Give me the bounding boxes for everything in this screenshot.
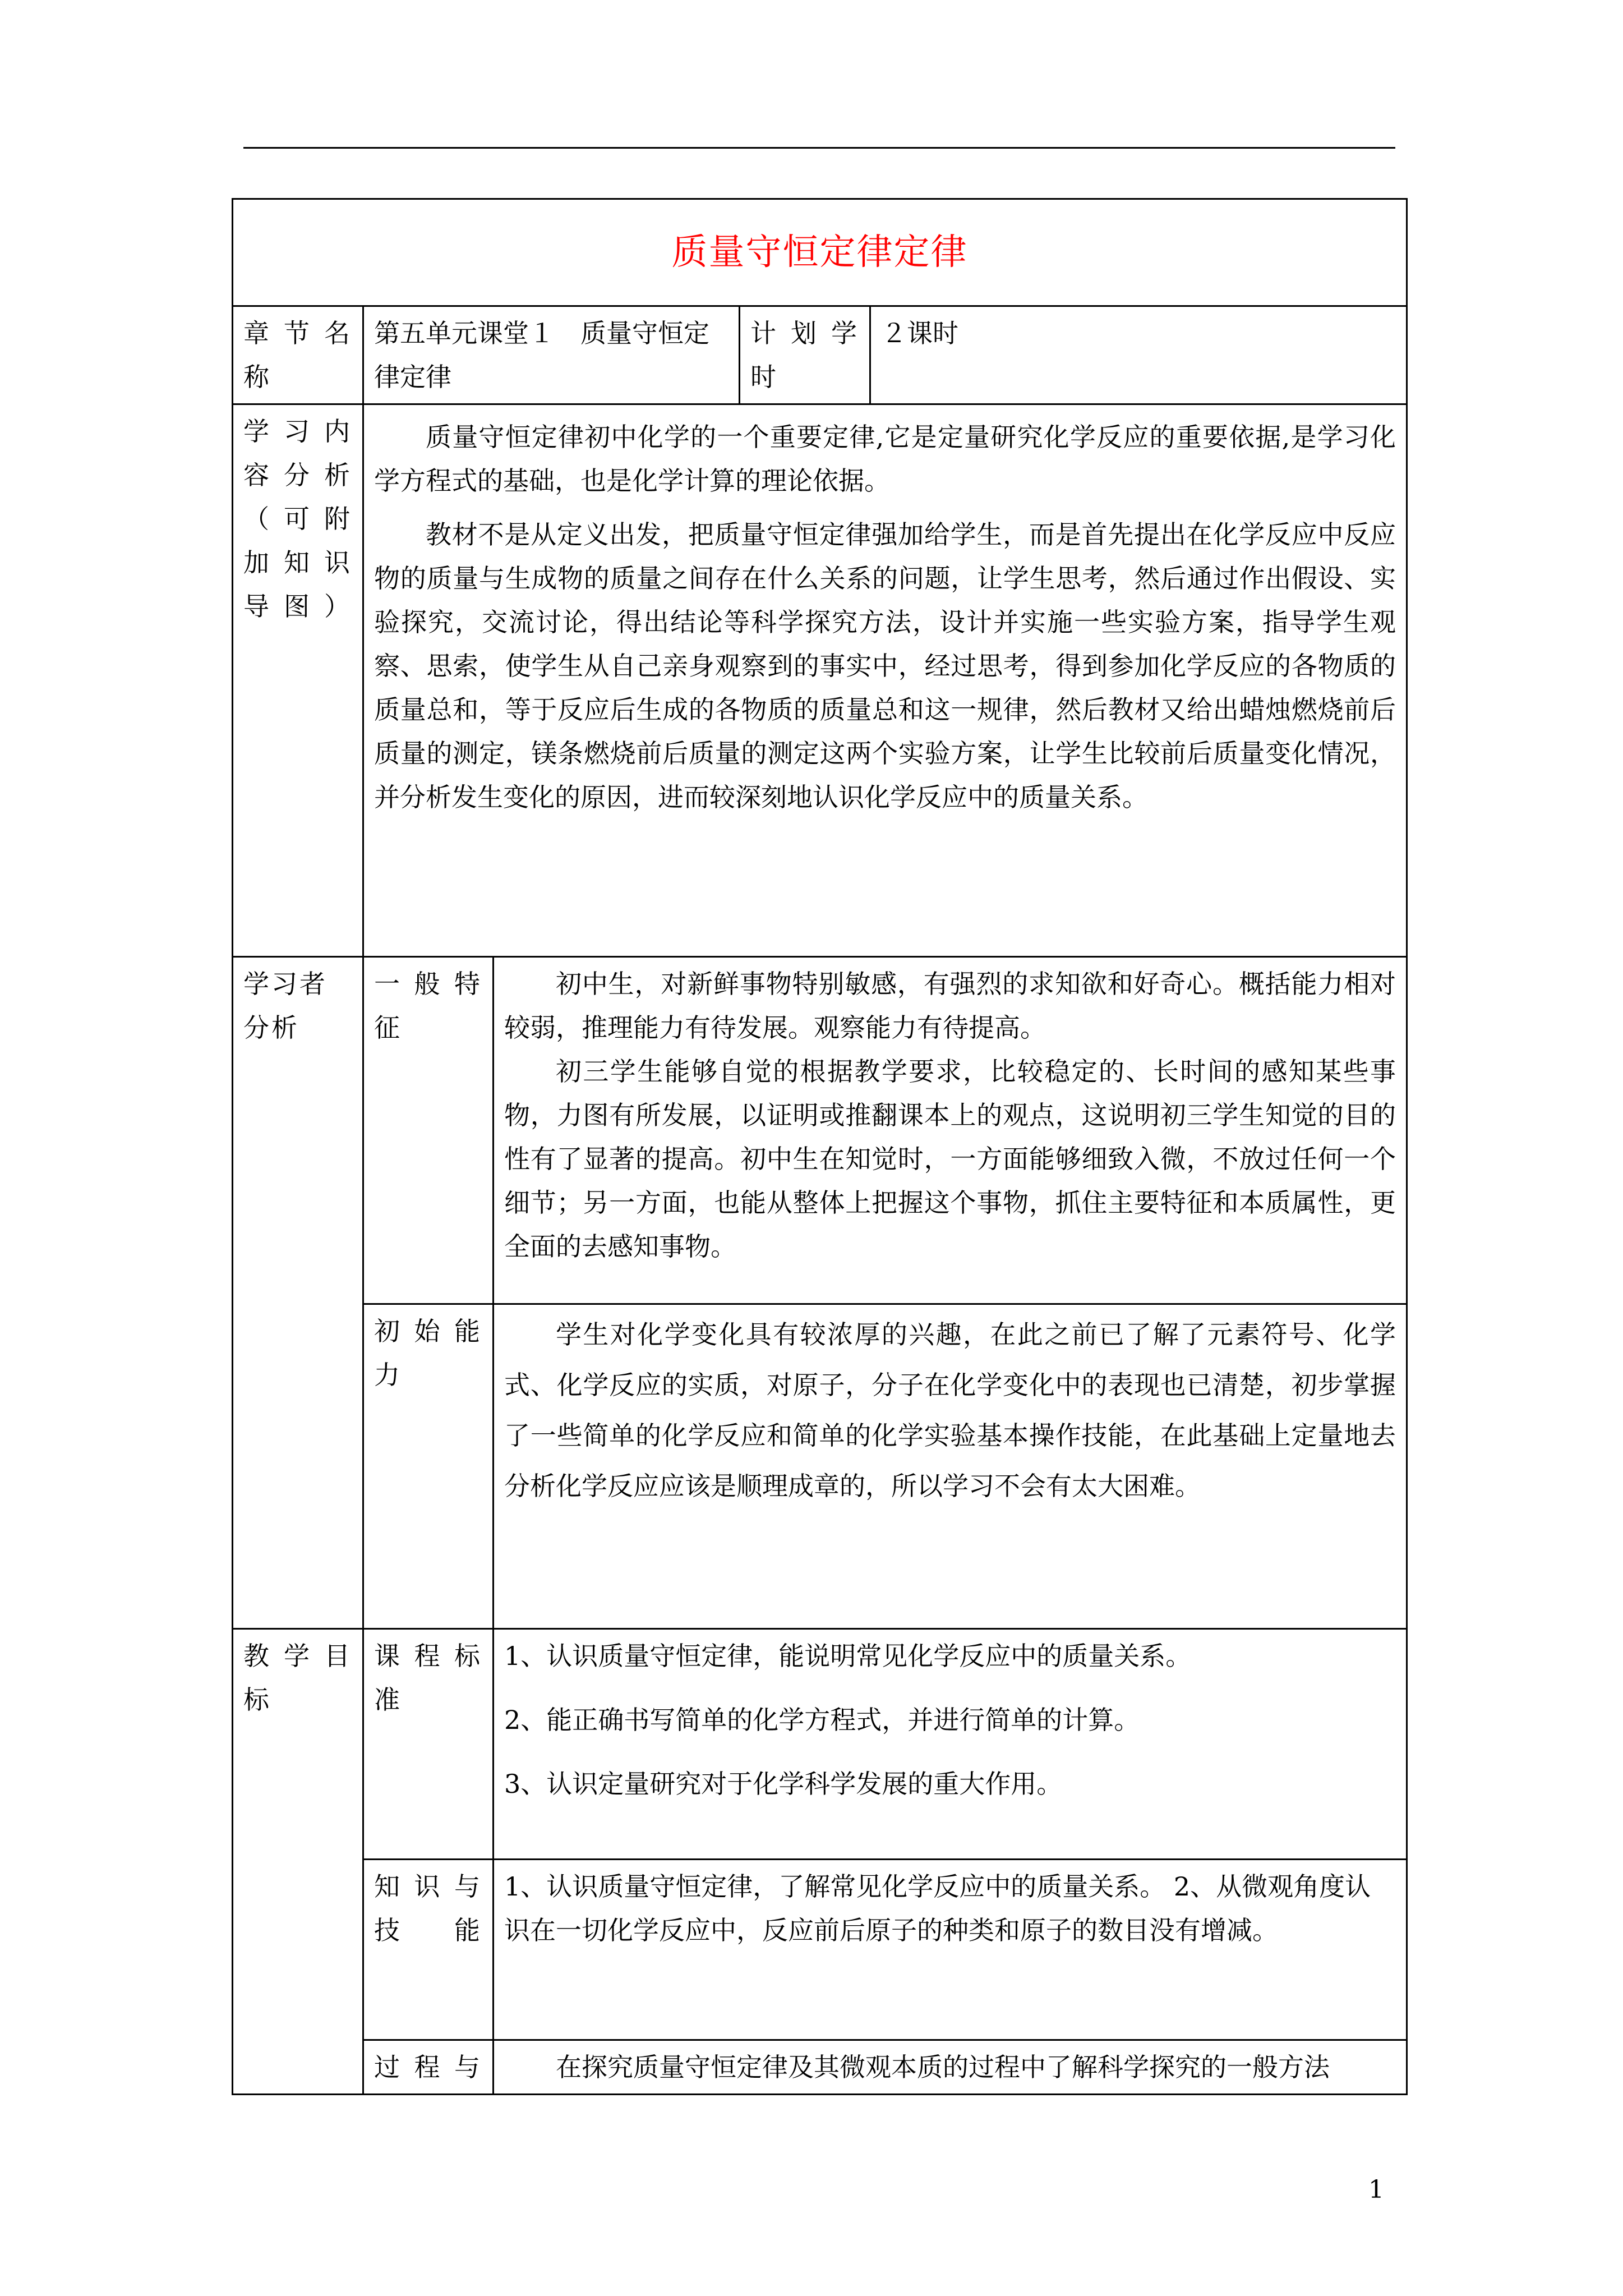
standard-item: 3、认识定量研究对于化学科学发展的重大作用。	[504, 1769, 1063, 1799]
knowledge-skills-label: 知识与技能	[363, 1860, 494, 2040]
objectives-label: 教学目标	[233, 1629, 363, 2095]
header-rule	[243, 147, 1395, 149]
standard-item: 2、能正确书写简单的化学方程式，并进行简单的计算。	[504, 1705, 1140, 1735]
knowledge-skills-body: 1、认识质量守恒定律，了解常见化学反应中的质量关系。 2、从微观角度认识在一切化学反应中，反应前后原子的种类和原子的数目没有增减。	[494, 1860, 1407, 2040]
general-paragraph: 初三学生能够自觉的根据教学要求，比较稳定的、长时间的感知某些事物，力图有所发展，以证明或推翻课本上的观点，这说明初三学生知觉的目的性有了显著的提高。初中生在知觉时，一方面能够细致入微，不放过任何一个细节；另一方面，也能从整体上把握这个事物，抓住主要特征和本质属性，更全面的去感知事物。	[504, 1056, 1396, 1262]
general-traits-label: 一般特征	[363, 957, 494, 1304]
document-title: 质量守恒定律定律	[233, 199, 1407, 306]
content-analysis-label: 学习内容分析（可附加知识导图）	[233, 404, 363, 957]
process-body	[494, 2040, 1407, 2095]
initial-ability-label: 初始能力	[363, 1304, 494, 1629]
learner-analysis-label: 学习者分析	[233, 957, 363, 1629]
title-row	[233, 199, 1407, 306]
general-paragraph: 初中生，对新鲜事物特别敏感，有强烈的求知欲和好奇心。概括能力相对较弱，推理能力有待发展。观察能力有待提高。	[504, 969, 1396, 1043]
chapter-label: 章节名称	[233, 306, 363, 404]
objectives-process-row	[233, 2040, 1407, 2095]
objectives-standard-row	[233, 1629, 1407, 1860]
learner-initial-row	[233, 1304, 1407, 1629]
page-number: 1	[1368, 2175, 1384, 2204]
initial-paragraph: 学生对化学变化具有较浓厚的兴趣，在此之前已了解了元素符号、化学式、化学反应的实质，对原子，分子在化学变化中的表现也已清楚，初步掌握了一些简单的化学反应和简单的化学实验基本操作技能，在此基础上定量地去分析化学反应应该是顺理成章的，所以学习不会有太大困难。	[504, 1319, 1396, 1501]
chapter-row	[233, 306, 1407, 404]
content-analysis-row	[233, 404, 1407, 957]
content-paragraph: 质量守恒定律初中化学的一个重要定律,它是定量研究化学反应的重要依据,是学习化学方程式的基础，也是化学计算的理论依据。	[374, 422, 1396, 496]
initial-ability-body	[494, 1304, 1407, 1629]
chapter-value: 第五单元课堂１ 质量守恒定律定律	[363, 306, 740, 404]
learner-general-row	[233, 957, 1407, 1304]
plan-hours-value: ２课时	[870, 306, 1407, 404]
plan-hours-label: 计划学时	[740, 306, 870, 404]
general-traits-body	[494, 957, 1407, 1304]
standard-item: 1、认识质量守恒定律，能说明常见化学反应中的质量关系。	[504, 1641, 1192, 1671]
lesson-plan-table	[232, 198, 1408, 2095]
process-label: 过程与	[363, 2040, 494, 2095]
course-standard-label: 课程标准	[363, 1629, 494, 1860]
course-standard-body	[494, 1629, 1407, 1860]
objectives-knowledge-row	[233, 1860, 1407, 2040]
process-text: 在探究质量守恒定律及其微观本质的过程中了解科学探究的一般方法	[556, 2052, 1330, 2082]
content-analysis-body	[363, 404, 1407, 957]
content-paragraph: 教材不是从定义出发，把质量守恒定律强加给学生，而是首先提出在化学反应中反应物的质量与生成物的质量之间存在什么关系的问题，让学生思考，然后通过作出假设、实验探究，交流讨论，得出结论等科学探究方法，设计并实施一些实验方案，指导学生观察、思索，使学生从自己亲身观察到的事实中，经过思考，得到参加化学反应的各物质的质量总和，等于反应后生成的各物质的质量总和这一规律，然后教材又给出蜡烛燃烧前后质量的测定，镁条燃烧前后质量的测定这两个实验方案，让学生比较前后质量变化情况，并分析发生变化的原因，进而较深刻地认识化学反应中的质量关系。	[374, 519, 1396, 812]
